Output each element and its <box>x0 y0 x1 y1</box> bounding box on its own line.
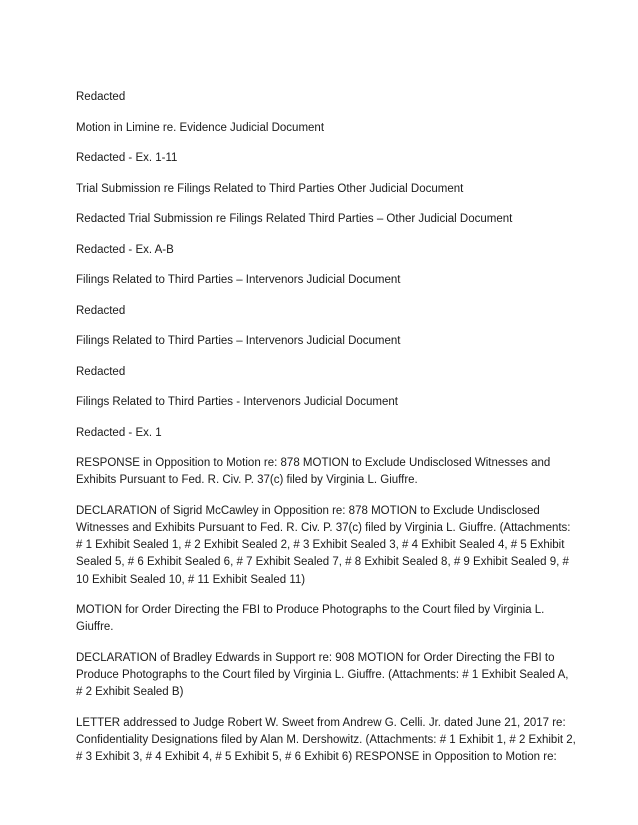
docket-entry-redacted-ex-a-b: Redacted - Ex. A-B <box>76 243 174 256</box>
docket-entry-intervenors-3: Filings Related to Third Parties - Intervenors Judicial Document <box>76 396 398 408</box>
docket-entry-trial-submission: Trial Submission re Filings Related to Third Parties Other Judicial Document <box>76 182 464 195</box>
docket-entry-declaration-edwards: DECLARATION of Bradley Edwards in Support re: 908 MOTION for Order Directing the FBI to Produce Photographs to the Court filed by Virginia L. Giuffre. (Attachments: # 1 Exhibit Sealed A, # 2 Exhibit Sealed B) <box>76 651 569 699</box>
docket-entry-intervenors-1: Filings Related to Third Parties – Intervenors Judicial Document <box>76 274 401 286</box>
docket-entry-redacted: Redacted <box>76 91 126 103</box>
docket-entry-redacted-2: Redacted <box>76 304 126 317</box>
docket-entry-declaration-mccawley: DECLARATION of Sigrid McCawley in Opposition re: 878 MOTION to Exclude Undisclosed Witnesses and Exhibits Pursuant to Fed. R. Civ. P. 37(c) filed by Virginia L. Giuffre. (Attachments: # 1 Exhibit Sealed 1, # 2 Exhibit Sealed 2, # 3 Exhibit Sealed 3, # 4 Exhibit Sealed 4, # 5 Exhibit Sealed 5, # 6 Exhibit Sealed 6, # 7 Exhibit Sealed 7, # 8 Exhibit Sealed 8, # 9 Exhibit Sealed 9, # 10 Exhibit Sealed 10, # 11 Exhibit Sealed 11) <box>76 504 571 586</box>
docket-entry-redacted-3: Redacted <box>76 365 126 378</box>
docket-entry-response-opposition: RESPONSE in Opposition to Motion re: 878 MOTION to Exclude Undisclosed Witnesses and Exhibits Pursuant to Fed. R. Civ. P. 37(c) filed by Virginia L. Giuffre. <box>76 457 551 487</box>
document-page <box>76 89 576 780</box>
docket-entry-intervenors-2: Filings Related to Third Parties – Intervenors Judicial Document <box>76 335 401 347</box>
docket-entry-motion-fbi-photographs: MOTION for Order Directing the FBI to Produce Photographs to the Court filed by Virginia L. Giuffre. <box>76 604 545 634</box>
docket-entry-letter-celli: LETTER addressed to Judge Robert W. Sweet from Andrew G. Celli. Jr. dated June 21, 2017 re: Confidentiality Designations filed by Alan M. Dershowitz. (Attachments: # 1 Exhibit 1, # 2 Exhibit 2, # 3 Exhibit 3, # 4 Exhibit 4, # 5 Exhibit 5, # 6 Exhibit 6) RESPONSE in Opposition to Motion re: <box>76 716 576 764</box>
docket-entry-redacted-ex-1-11: Redacted - Ex. 1-11 <box>76 152 178 164</box>
docket-entry-redacted-trial-submission: Redacted Trial Submission re Filings Related Third Parties – Other Judicial Document <box>76 213 513 225</box>
docket-entry-redacted-ex-1: Redacted - Ex. 1 <box>76 426 162 439</box>
docket-entry-motion-in-limine: Motion in Limine re. Evidence Judicial Document <box>76 121 325 134</box>
